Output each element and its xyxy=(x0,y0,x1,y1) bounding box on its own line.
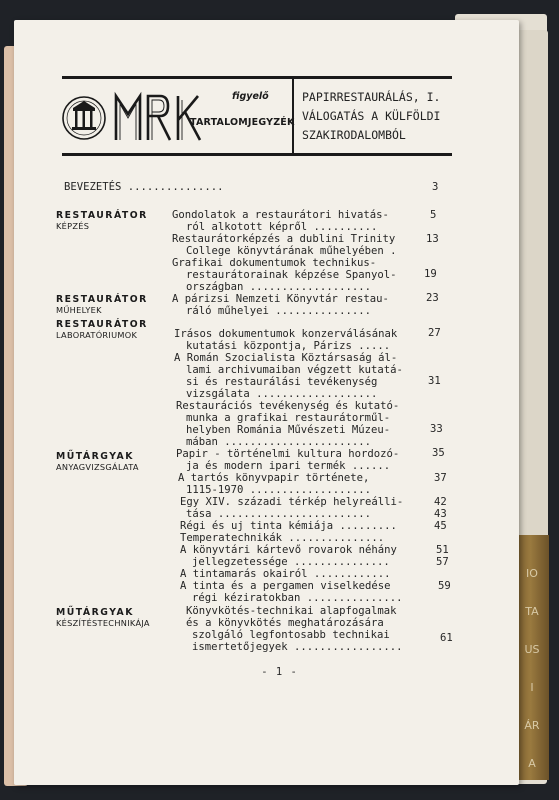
toc-line: jellegzetessége ............... xyxy=(192,556,390,568)
section-sub: KÉSZÍTÉSTECHNIKÁJA xyxy=(56,618,150,628)
page-number: 43 xyxy=(434,508,447,520)
page-number: 27 xyxy=(428,327,441,339)
header-bottom-rule xyxy=(62,153,452,156)
toc-line: Papir - történelmi kultura hordozó- xyxy=(176,448,400,460)
header-divider xyxy=(292,79,294,153)
page-number: 23 xyxy=(426,292,439,304)
toc-line: Temperatechnikák ............... xyxy=(180,532,385,544)
page-number: 57 xyxy=(436,556,449,568)
toc-line: Régi és uj tinta kémiája ......... xyxy=(180,520,397,532)
toc-line: régi kéziratokban ............... xyxy=(192,592,403,604)
toc-line: munka a grafikai restaurátorműl- xyxy=(186,412,391,424)
toc-line: restaurátorainak képzése Spanyol- xyxy=(186,269,397,281)
strip-letter: IO xyxy=(526,567,538,580)
page-number: 3 xyxy=(432,181,439,193)
figyelo-label: figyelő xyxy=(232,91,269,102)
toc-line: Egy XIV. századi térkép helyreálli- xyxy=(180,496,404,508)
strip-letter: A xyxy=(528,757,536,770)
section-sub: ANYAGVIZSGÁLATA xyxy=(56,462,139,472)
page-number: 61 xyxy=(440,632,453,644)
section-main: RESTAURÁTOR xyxy=(56,294,148,305)
toc-line: Grafikai dokumentumok technikus- xyxy=(172,257,377,269)
publication-title xyxy=(302,88,462,145)
page-footer-number: - 1 - xyxy=(261,666,298,678)
section-main: RESTAURÁTOR xyxy=(56,210,148,221)
section-main: MŰTÁRGYAK xyxy=(56,607,134,618)
toc-line: szolgáló legfontosabb technikai xyxy=(192,629,390,641)
section-sub: KÉPZÉS xyxy=(56,221,90,231)
page-number: 45 xyxy=(434,520,447,532)
page-number: 42 xyxy=(434,496,447,508)
toc-line: és a könyvkötés meghatározására xyxy=(186,617,384,629)
title-line: PAPIRRESTAURÁLÁS, I. xyxy=(302,90,441,104)
toc-line: ról alkotott képről .......... xyxy=(186,221,378,233)
section-label xyxy=(56,451,139,472)
toc-line: A tinta és a pergamen viselkedése xyxy=(180,580,391,592)
title-line: SZAKIRODALOMBÓL xyxy=(302,128,406,142)
page-number: 19 xyxy=(424,268,437,280)
toc-line: országban ................... xyxy=(186,281,371,293)
section-label xyxy=(56,210,148,231)
table-of-contents-heading: TARTALOMJEGYZÉK xyxy=(190,117,295,128)
toc-line: 1115-1970 ................... xyxy=(186,484,371,496)
section-label xyxy=(56,294,148,315)
toc-line: Irásos dokumentumok konzerválásának xyxy=(174,328,398,340)
page-number: 13 xyxy=(426,233,439,245)
section-main: MŰTÁRGYAK xyxy=(56,451,134,462)
toc-line: helyben Románia Művészeti Múzeu- xyxy=(186,424,391,436)
page-number: 35 xyxy=(432,447,445,459)
toc-line: A Román Szocialista Köztársaság ál- xyxy=(174,352,398,364)
strip-letter: US xyxy=(524,643,540,656)
toc-line: ja és modern ipari termék ...... xyxy=(186,460,391,472)
page-number: 51 xyxy=(436,544,449,556)
toc-line: kutatási központja, Párizs ..... xyxy=(186,340,391,352)
toc-line: ismertetőjegyek ................. xyxy=(192,641,403,653)
toc-line: si és restaurálási tevékenység xyxy=(186,376,378,388)
toc-line: A tartós könyvpapir története, xyxy=(178,472,370,484)
toc-line: vizsgálata ................... xyxy=(186,388,378,400)
toc-line: mában ....................... xyxy=(186,436,371,448)
page-number: 59 xyxy=(438,580,451,592)
section-sub: MŰHELYEK xyxy=(56,305,102,315)
toc-line: BEVEZETÉS ............... xyxy=(64,181,224,193)
toc-line: Restaurátorképzés a dublini Trinity xyxy=(172,233,396,245)
toc-line: lami archivumaiban végzett kutatá- xyxy=(186,364,403,376)
toc-line: College könyvtárának műhelyében . xyxy=(186,245,397,257)
page-number: 5 xyxy=(430,209,437,221)
strip-letter: I xyxy=(530,681,534,694)
page-number: 31 xyxy=(428,375,441,387)
toc-line: ráló műhelyei ............... xyxy=(186,305,371,317)
section-main: RESTAURÁTOR xyxy=(56,319,148,330)
page-number: 37 xyxy=(434,472,447,484)
toc-line: A párizsi Nemzeti Könyvtár restau- xyxy=(172,293,389,305)
toc-line: tása ........................ xyxy=(186,508,371,520)
toc-line: Gondolatok a restaurátori hivatás- xyxy=(172,209,389,221)
toc-line: Könyvkötés-technikai alapfogalmak xyxy=(186,605,397,617)
page-number: 33 xyxy=(430,423,443,435)
strip-letter: ÁR xyxy=(524,719,540,732)
header-top-rule xyxy=(62,76,452,79)
section-label xyxy=(56,319,148,340)
section-sub: LABORATÓRIUMOK xyxy=(56,330,138,340)
toc-line: A könyvtári kártevő rovarok néhány xyxy=(180,544,397,556)
title-line: VÁLOGATÁS A KÜLFÖLDI xyxy=(302,109,441,123)
section-label xyxy=(56,607,150,628)
toc-line: Restaurációs tevékenység és kutató- xyxy=(176,400,400,412)
strip-letter: TA xyxy=(525,605,539,618)
toc-line: A tintamarás okairól ............ xyxy=(180,568,391,580)
